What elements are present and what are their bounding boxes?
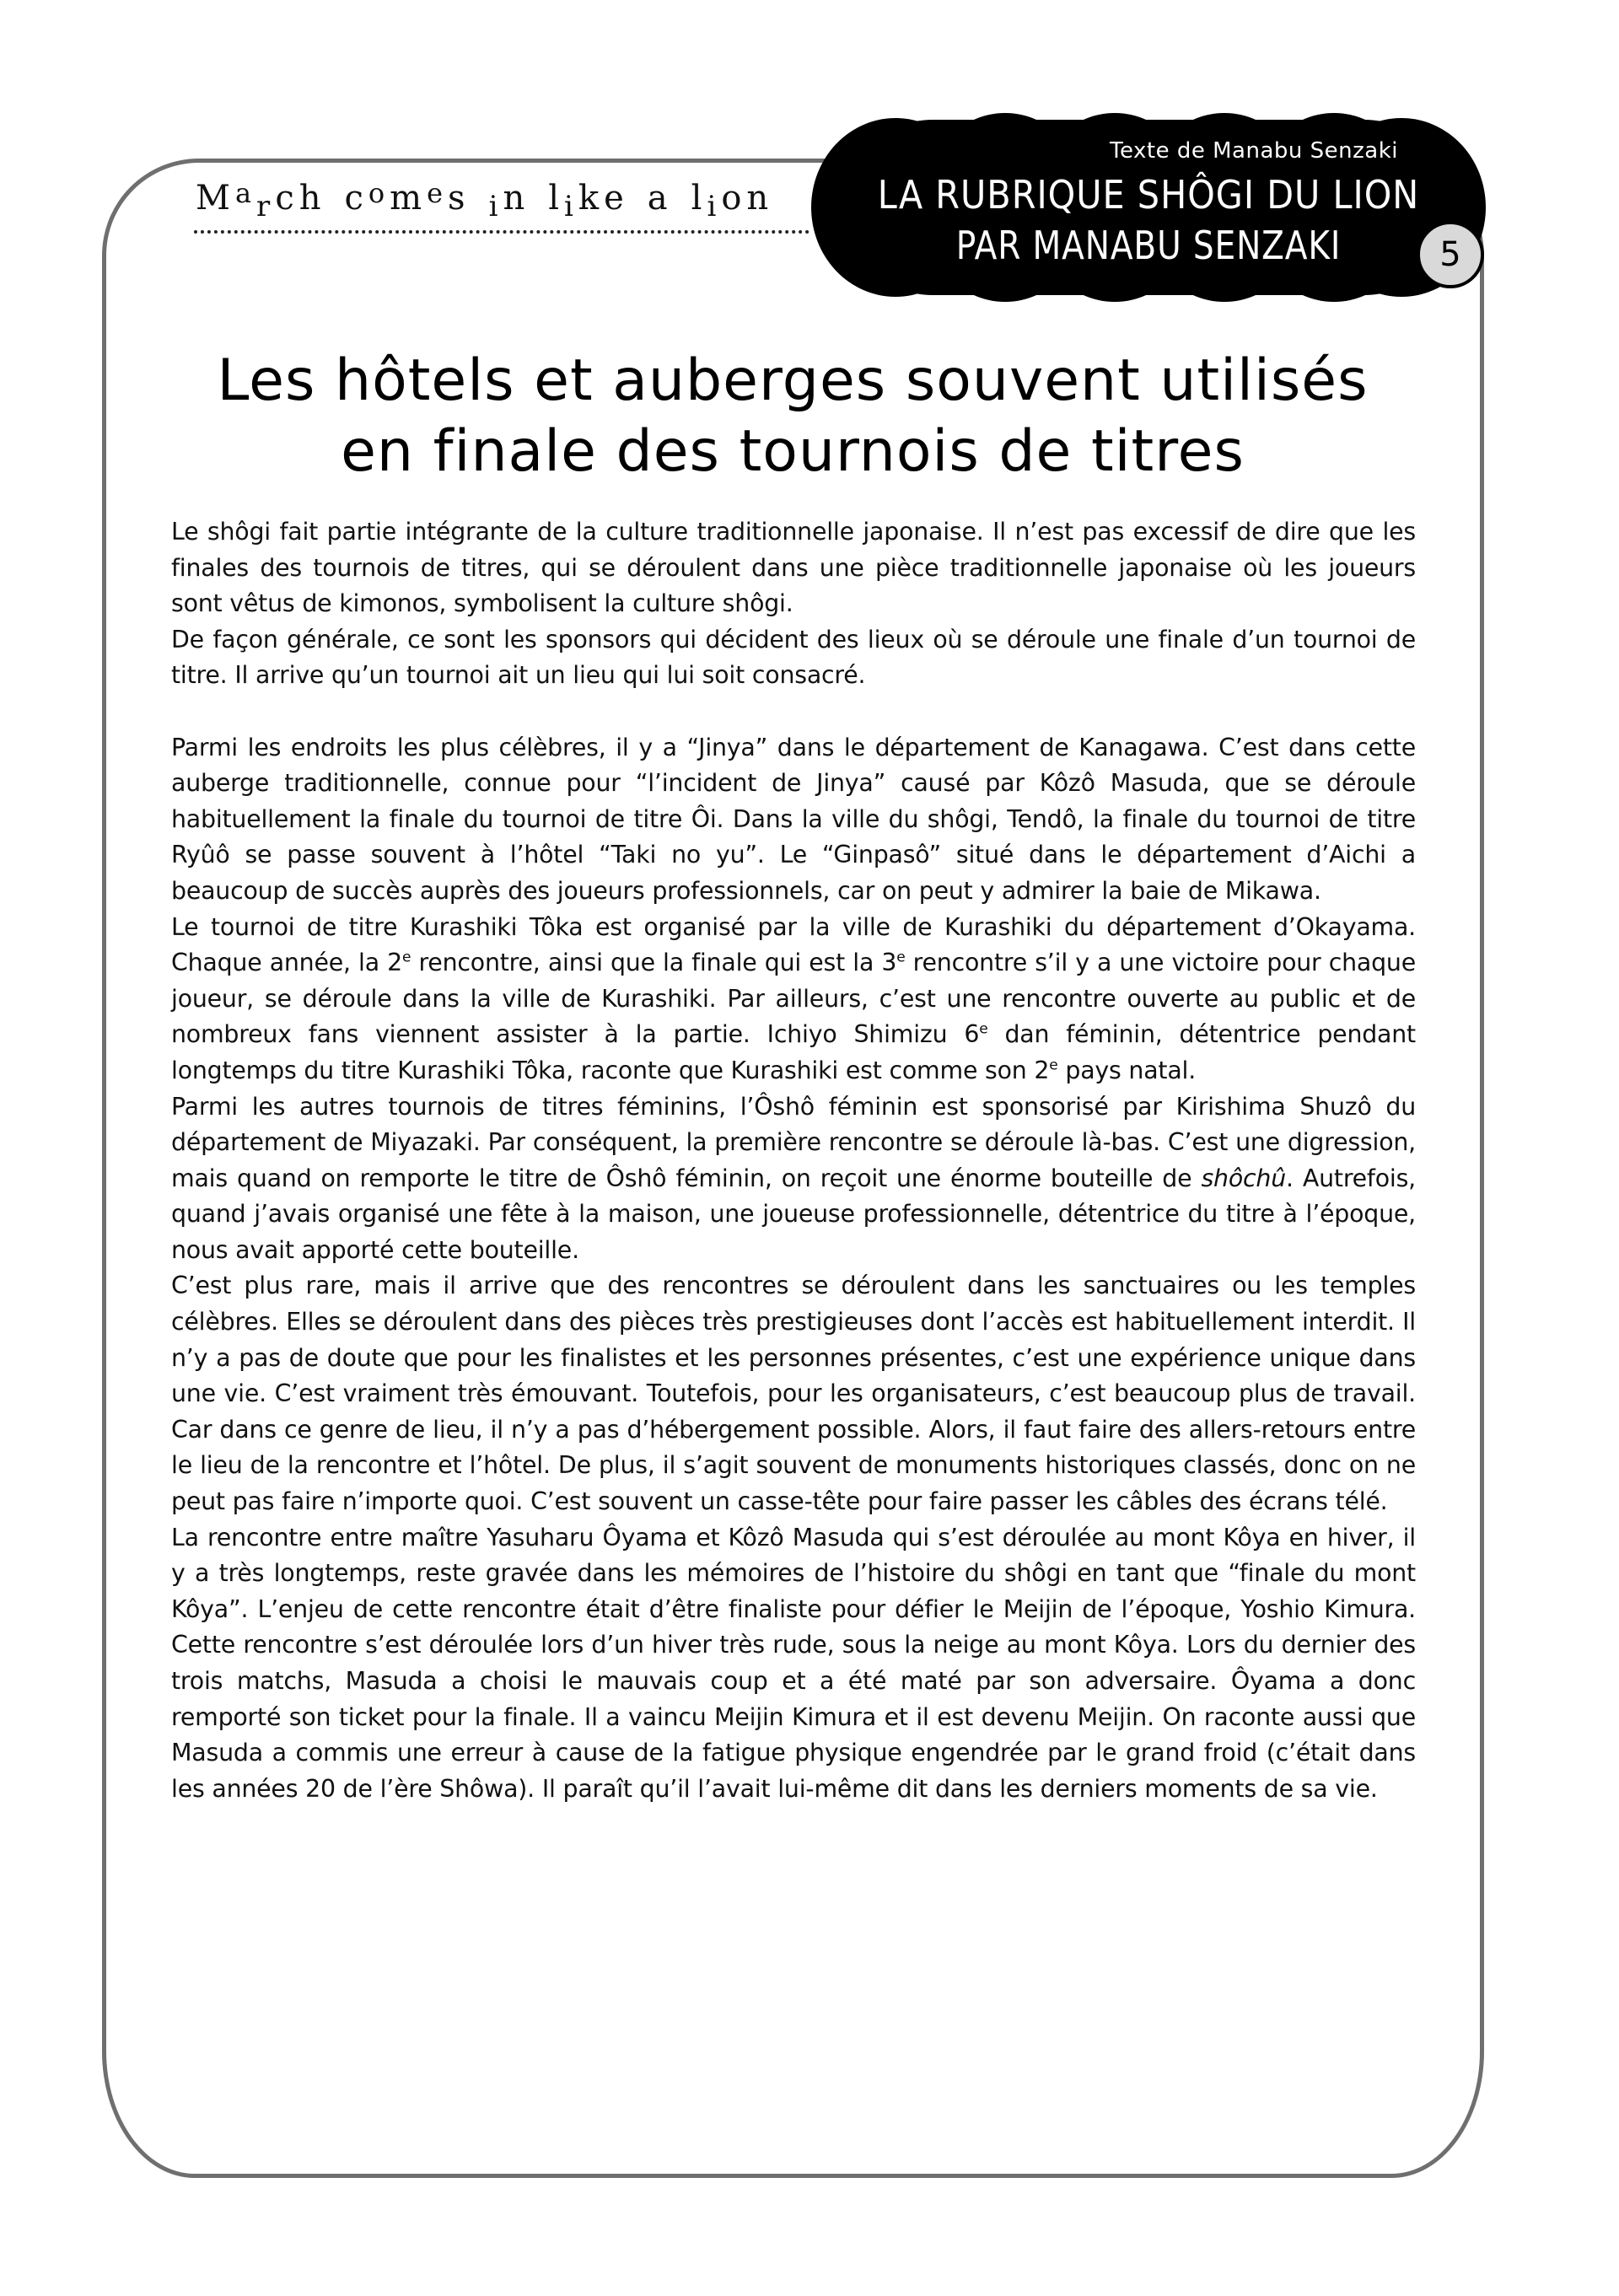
series-letter: a [234, 177, 257, 209]
series-letter: a [647, 179, 673, 218]
series-title [196, 179, 773, 229]
series-letter: i [707, 190, 722, 223]
series-letter: o [368, 177, 390, 209]
article-paragraph: Parmi les endroits les plus célèbres, il y a “Jinya” dans le département de Kanagawa. C’est dans cette auberge traditionnelle, connue pour “l’incident de Jinya” causé par Kôzô Masuda, que se déroule habituellement la finale du tournoi de titre Ôi. Dans la ville du shôgi, Tendô, la finale du tournoi de titre Ryûô se passe souvent à l’hôtel “Taki no yu”. Le “Ginpasô” situé dans le département d’Aichi a beaucoup de succès auprès des joueurs professionnels, car on peut y admirer la baie de Mikawa. [171, 733, 1416, 905]
article-paragraph: Le tournoi de titre Kurashiki Tôka est organisé par la ville de Kurashiki du département d’Okayama. Chaque année, la 2e rencontre, ainsi que la finale qui est la 3e rencontre s’il y a une victoire pour chaque joueur, se déroule dans la ville de Kurashiki. Par ailleurs, c’est une rencontre ouverte au public et de nombreux fans viennent assister à la partie. Ichiyo Shimizu 6e dan féminin, détentrice pendant longtemps du titre Kurashiki Tôka, raconte que Kurashiki est comme son 2e pays natal. [171, 912, 1416, 1084]
series-letter [325, 179, 344, 218]
series-letter: M [196, 179, 235, 218]
series-letter: c [275, 179, 299, 218]
series-letter: n [746, 179, 774, 218]
column-number-badge: 5 [1417, 221, 1484, 288]
article-paragraph: Le shôgi fait partie intégrante de la culture traditionnelle japonaise. Il n’est pas excessif de dire que les finales des tournois de titres, qui se déroulent dans une pièce traditionnelle japonaise où les joueurs sont vêtus de kimonos, symbolisent la culture shôgi. [171, 518, 1416, 618]
series-letter: i [488, 190, 503, 223]
series-letter: c [344, 179, 368, 218]
article-paragraph: C’est plus rare, mais il arrive que des rencontres se déroulent dans les sanctuaires ou les temples célèbres. Elles se déroulent dans des pièces très prestigieuses dont l’accès est habituellement interdit. Il n’y a pas de doute que pour les finalistes et les personnes présentes, c’est une expérience unique dans une vie. C’est vraiment très émouvant. Toutefois, pour les organisateurs, c’est beaucoup plus de travail. Car dans ce genre de lieu, il n’y a pas d’hébergement possible. Alors, il faut faire des allers-retours entre le lieu de la rencontre et l’hôtel. De plus, il s’agit souvent de monuments historiques classés, donc on ne peut pas faire n’importe quoi. C’est souvent un casse-tête pour faire passer les câbles des écrans télé. [171, 1272, 1416, 1516]
series-letter: i [564, 190, 578, 223]
series-letter: n [503, 179, 530, 218]
article-title-line1: Les hôtels et auberges souvent utilisés [217, 347, 1369, 414]
series-letter: m [390, 179, 428, 218]
series-letter [673, 179, 691, 218]
dotted-rule [194, 230, 810, 234]
series-letter: k [578, 179, 605, 218]
article-paragraph: La rencontre entre maître Yasuharu Ôyama et Kôzô Masuda qui s’est déroulée au mont Kôya en hiver, il y a très longtemps, reste gravée dans les mémoires de l’histoire du shôgi en tant que “finale du mont Kôya”. L’enjeu de cette rencontre était d’être finaliste pour défier le Meijin de l’époque, Yoshio Kimura. Cette rencontre s’est déroulée lors d’un hiver très rude, sous la neige au mont Kôya. Lors du dernier des trois matchs, Masuda a choisi le mauvais coup et a été maté par son adversaire. Ôyama a donc remporté son ticket pour la finale. Il a vaincu Meijin Kimura et il est devenu Meijin. On raconte aussi que Masuda a commis une erreur à cause de la fatigue physique engendrée par le grand froid (c’était dans les années 20 de l’ère Shôwa). Il paraît qu’il l’avait lui-même dit dans les derniers moments de sa vie. [171, 1523, 1416, 1803]
series-letter [530, 179, 548, 218]
series-letter: l [691, 179, 707, 218]
column-header-text [811, 113, 1486, 302]
article-title [126, 346, 1459, 487]
series-letter: h [299, 179, 326, 218]
article-title-line2: en finale des tournois de titres [341, 418, 1245, 485]
series-letter: o [721, 179, 747, 218]
column-title-line2: PAR MANABU SENZAKI [955, 223, 1342, 268]
article-paragraph: De façon générale, ce sont les sponsors qui décident des lieux où se déroule une finale d’un tournoi de titre. Il arrive qu’un tournoi ait un lieu qui lui soit consacré. [171, 625, 1416, 690]
series-letter: l [548, 179, 564, 218]
series-letter: r [256, 190, 276, 223]
series-letter: e [604, 179, 629, 218]
series-letter: s [448, 179, 471, 218]
series-letter: e [427, 177, 449, 209]
column-title-line1: LA RUBRIQUE SHÔGI DU LION [877, 172, 1420, 218]
column-byline: Texte de Manabu Senzaki [1110, 138, 1398, 164]
article-paragraph: Parmi les autres tournois de titres féminins, l’Ôshô féminin est sponsorisé par Kirishima Shuzô du département de Miyazaki. Par conséquent, la première rencontre se déroule là-bas. C’est une digression, mais quand on remporte le titre de Ôshô féminin, on reçoit une énorme bouteille de shôchû. Autrefois, quand j’avais organisé une fête à la maison, une joueuse professionnelle, détentrice du titre à l’époque, nous avait apporté cette bouteille. [171, 1092, 1417, 1264]
series-letter [471, 179, 489, 218]
series-letter [629, 179, 648, 218]
article-body [171, 514, 1416, 1807]
